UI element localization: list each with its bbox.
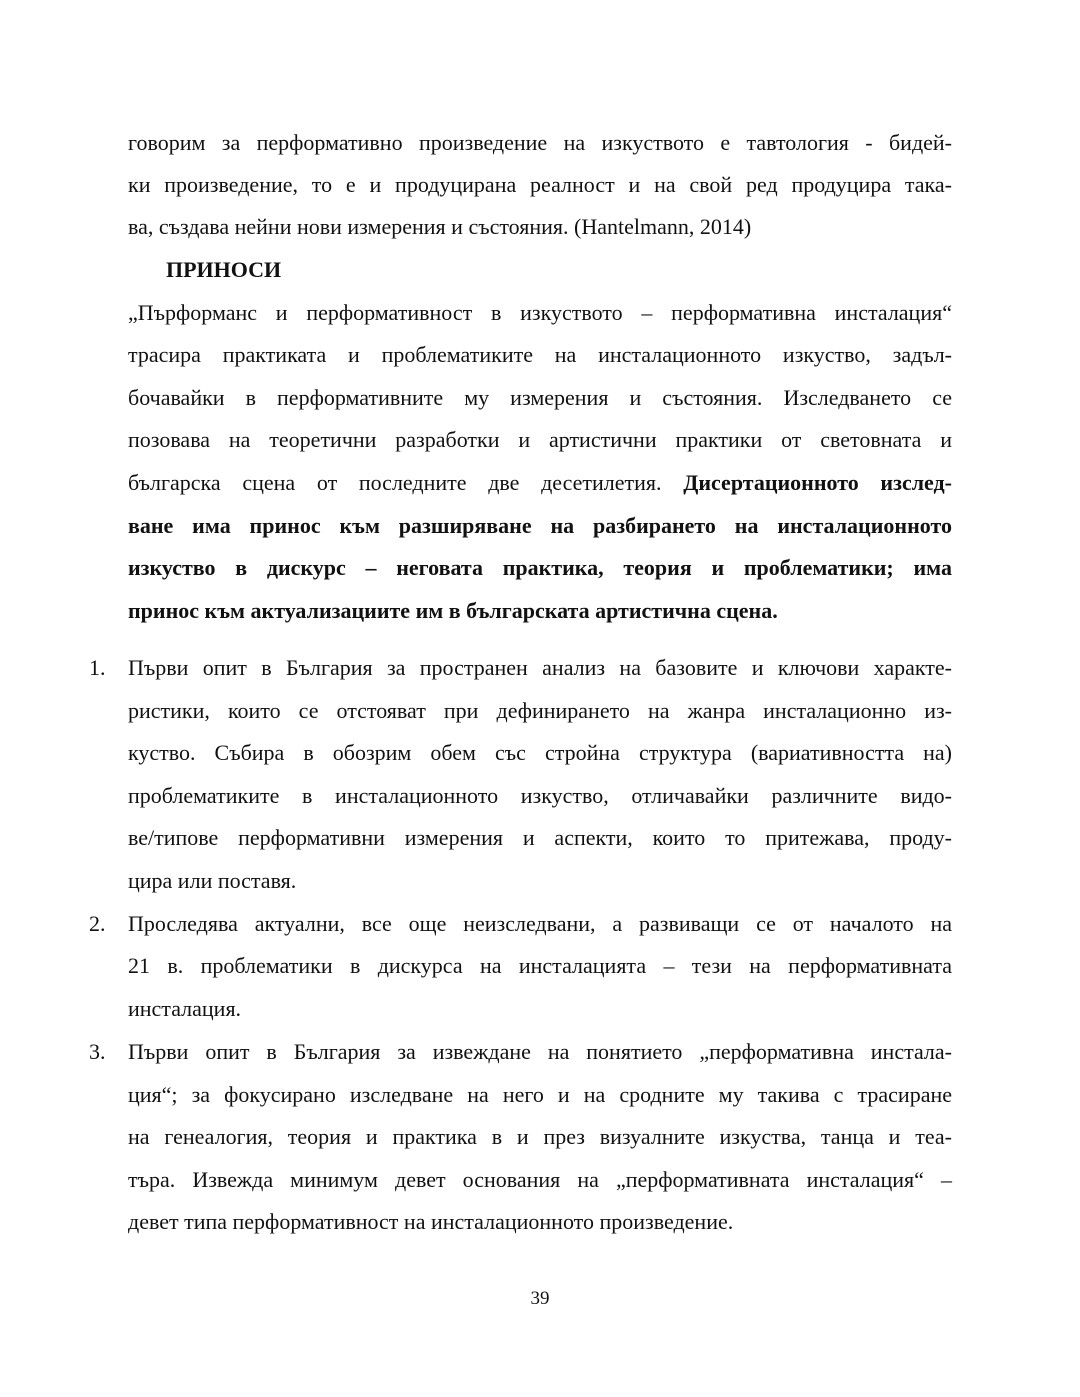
page-number: 39 bbox=[530, 1288, 550, 1309]
list-item-line: цира или поставя. bbox=[128, 868, 297, 893]
list-item-line: Първи опит в България за извеждане на понятието „перформативна инстала- bbox=[128, 1039, 952, 1064]
bold-paragraph-line: ване има принос към разширяване на разбирането на инсталационното bbox=[128, 513, 952, 538]
list-item-line: девет типа перформативност на инсталационното произведение. bbox=[128, 1209, 734, 1234]
list-item-number: 3. bbox=[89, 1039, 106, 1064]
list-item-line: куство. Събира в обозрим обем със стройна структура (вариативността на) bbox=[128, 740, 952, 765]
list-item-line: Първи опит в България за пространен анализ на базовите и ключови характе- bbox=[128, 655, 952, 680]
paragraph-line: трасира практиката и проблематиките на инсталационното изкуство, задъл- bbox=[128, 342, 952, 367]
bold-paragraph-line: изкуство в дискурс – неговата практика, теория и проблематики; има bbox=[128, 555, 952, 580]
paragraph-line: „Пърформанс и перформативност в изкуството – перформативна инсталация“ bbox=[128, 300, 952, 325]
list-item-line: търа. Извежда минимум девет основания на „перформативната инсталация“ – bbox=[128, 1167, 952, 1192]
paragraph-line: позовава на теоретични разработки и артистични практики от световната и bbox=[128, 427, 952, 452]
list-item-line: проблематиките в инсталационното изкуство, отличавайки различните видо- bbox=[128, 783, 952, 808]
list-item-line: ция“; за фокусирано изследване на него и на сродните му такива с трасиране bbox=[128, 1082, 952, 1107]
intro-line: ки произведение, то е и продуцирана реалност и на свой ред продуцира така- bbox=[128, 172, 952, 197]
intro-line: говорим за перформативно произведение на изкуството е тавтология - бидей- bbox=[128, 130, 952, 155]
list-item-line: 21 в. проблематики в дискурса на инсталацията – тези на перформативната bbox=[128, 953, 952, 978]
section-heading: ПРИНОСИ bbox=[166, 257, 282, 282]
list-item-line: инсталация. bbox=[128, 996, 242, 1021]
list-item-line: ристики, които се отстояват при дефинирането на жанра инсталационно из- bbox=[128, 698, 952, 723]
bold-text: Дисертационното изслед- bbox=[683, 470, 952, 495]
paragraph-line-mixed bbox=[128, 469, 952, 497]
intro-line: ва, създава нейни нови измерения и състояния. (Hantelmann, 2014) bbox=[128, 214, 752, 239]
list-item-line: ве/типове перформативни измерения и аспекти, които то притежава, проду- bbox=[128, 825, 952, 850]
list-item-line: на генеалогия, теория и практика в и през визуалните изкуства, танца и теа- bbox=[128, 1124, 952, 1149]
list-item-line: Проследява актуални, все още неизследвани, а развиващи се от началото на bbox=[128, 911, 952, 936]
paragraph-text: българска сцена от последните две десетилетия. bbox=[128, 470, 684, 495]
list-item-number: 2. bbox=[89, 911, 106, 936]
paragraph-line: бочавайки в перформативните му измерения и състояния. Изследването се bbox=[128, 385, 952, 410]
list-item-number: 1. bbox=[89, 655, 106, 680]
bold-paragraph-line: принос към актуализациите им в българската артистична сцена. bbox=[128, 598, 778, 623]
